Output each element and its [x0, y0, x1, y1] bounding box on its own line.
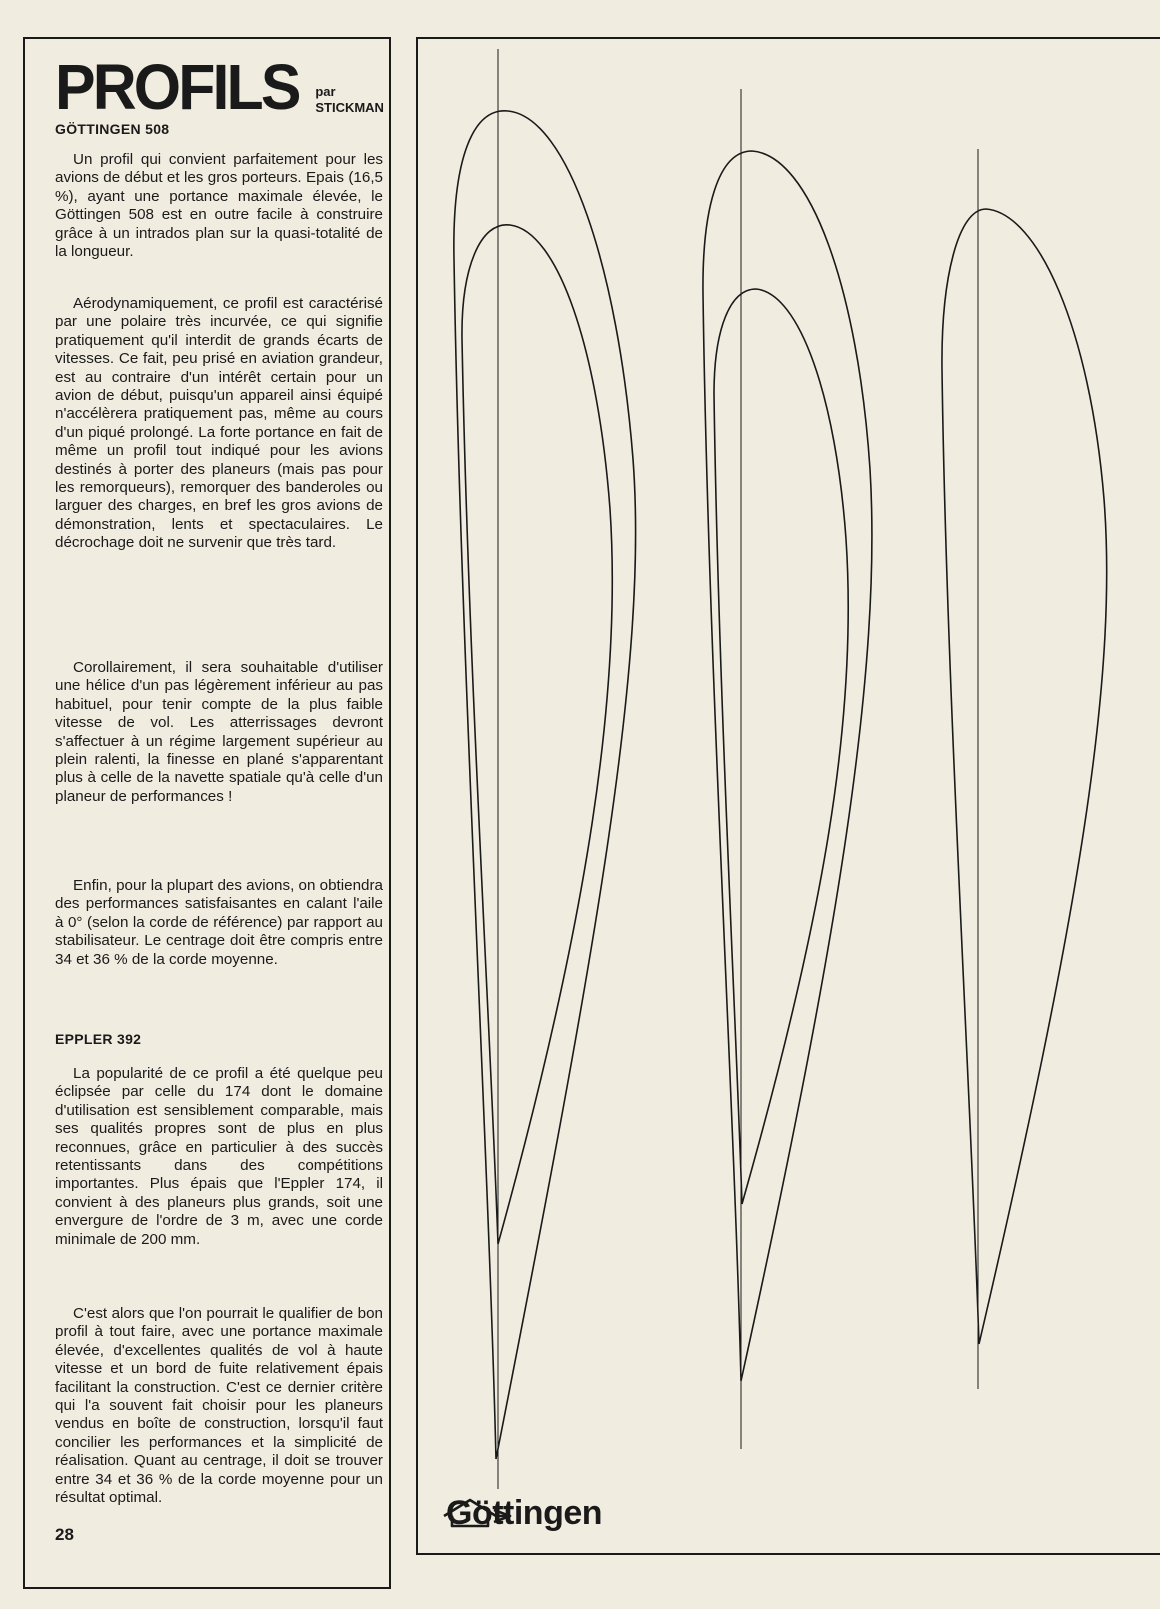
airfoil-figure: [416, 37, 1160, 1555]
paragraph-gottingen-4: Enfin, pour la plupart des avions, on obtiendra des performances satisfaisantes en calant l'aile à 0° (selon la corde de référence) par rapport au stabilisateur. Le centrage doit être compris entre 34 et 36 % de la corde moyenne.: [55, 877, 383, 968]
paragraph-gottingen-3: Corollairement, il sera souhaitable d'utiliser une hélice d'un pas légèrement inférieur au pas habituel, pour tenir compte de la plus faible vitesse de vol. Les atterrissages devront s'affectuer à un régime largement supérieur au plein ralenti, la finesse en plané s'apparentant plus à celle de la navette spatiale qu'à celle d'un planeur de performances !: [55, 659, 383, 805]
paragraph-gottingen-2: Aérodynamiquement, ce profil est caractérisé par une polaire très incurvée, ce qui signifie pratiquement qu'il interdit de grands écarts de vitesses. Ce fait, peu prisé en aviation grandeur, est au contraire d'un intérêt certain pour un avion de début, puisqu'un appareil ainsi équipé n'accélèrera pratiquement pas, même au cours d'un piqué prolongé. La forte portance en fait de même un profil tout indiqué pour les avions destinés à porter des planeurs (mais pas pour les remorqueurs), remorquer des banderoles ou larguer des charges, en bref les gros avions de démonstration, lents et spectaculaires. Le décrochage doit ne survenir que très tard.: [55, 295, 383, 552]
airfoil-profile-2-large: [703, 151, 872, 1381]
airfoil-profile-3: [942, 209, 1107, 1344]
article-title-block: [55, 51, 384, 123]
gottingen-logo: [442, 1494, 602, 1533]
airfoil-profile-2-small: [714, 289, 848, 1204]
paragraph-eppler-2: C'est alors que l'on pourrait le qualifier de bon profil à tout faire, avec une portance maximale élevée, d'excellentes qualités de vol à haute vitesse et un bord de fuite relativement épais facilitant la construction. C'est ce dernier critère qui l'a souvent fait choisir pour les planeurs vendus en boîte de construction, lorsqu'il faut concilier les performances et la simplicité de réalisation. Quant au centrage, il doit se trouver entre 34 et 36 % de la corde moyenne pour un résultat optimal.: [55, 1305, 383, 1507]
figure-label: Göttingen: [446, 1494, 603, 1532]
house-arrow-icon: [442, 1494, 512, 1534]
airfoil-profile-1-small: [462, 225, 612, 1244]
page-number: 28: [55, 1525, 74, 1544]
article-title: PROFILS: [55, 51, 299, 123]
byline-par: par: [315, 83, 336, 99]
airfoil-drawing: [418, 39, 1160, 1557]
paragraph-eppler-1: La popularité de ce profil a été quelque peu éclipsée par celle du 174 dont le domaine d'utilisation est sensiblement comparable, mais ses qualités propres sont de plus en plus reconnues, grâce en particulier à des succès retentissants dans des compétitions importantes. Plus épais que l'Eppler 174, il convient à des planeurs plus grands, soit une envergure de l'ordre de 3 m, avec une corde minimale de 200 mm.: [55, 1065, 383, 1248]
paragraph-gottingen-1: Un profil qui convient parfaitement pour les avions de début et les gros porteurs. Epais (16,5 %), ayant une portance maximale élevée, le Göttingen 508 est en outre facile à construire grâce à un intrados plan sur la quasi-totalité de la longueur.: [55, 151, 383, 261]
byline: [315, 84, 384, 117]
airfoil-profile-1-large: [454, 111, 636, 1459]
section-heading-eppler: EPPLER 392: [55, 1031, 142, 1047]
article-column: [23, 37, 391, 1589]
section-heading-gottingen: GÖTTINGEN 508: [55, 121, 170, 137]
byline-author: STICKMAN: [315, 99, 384, 115]
